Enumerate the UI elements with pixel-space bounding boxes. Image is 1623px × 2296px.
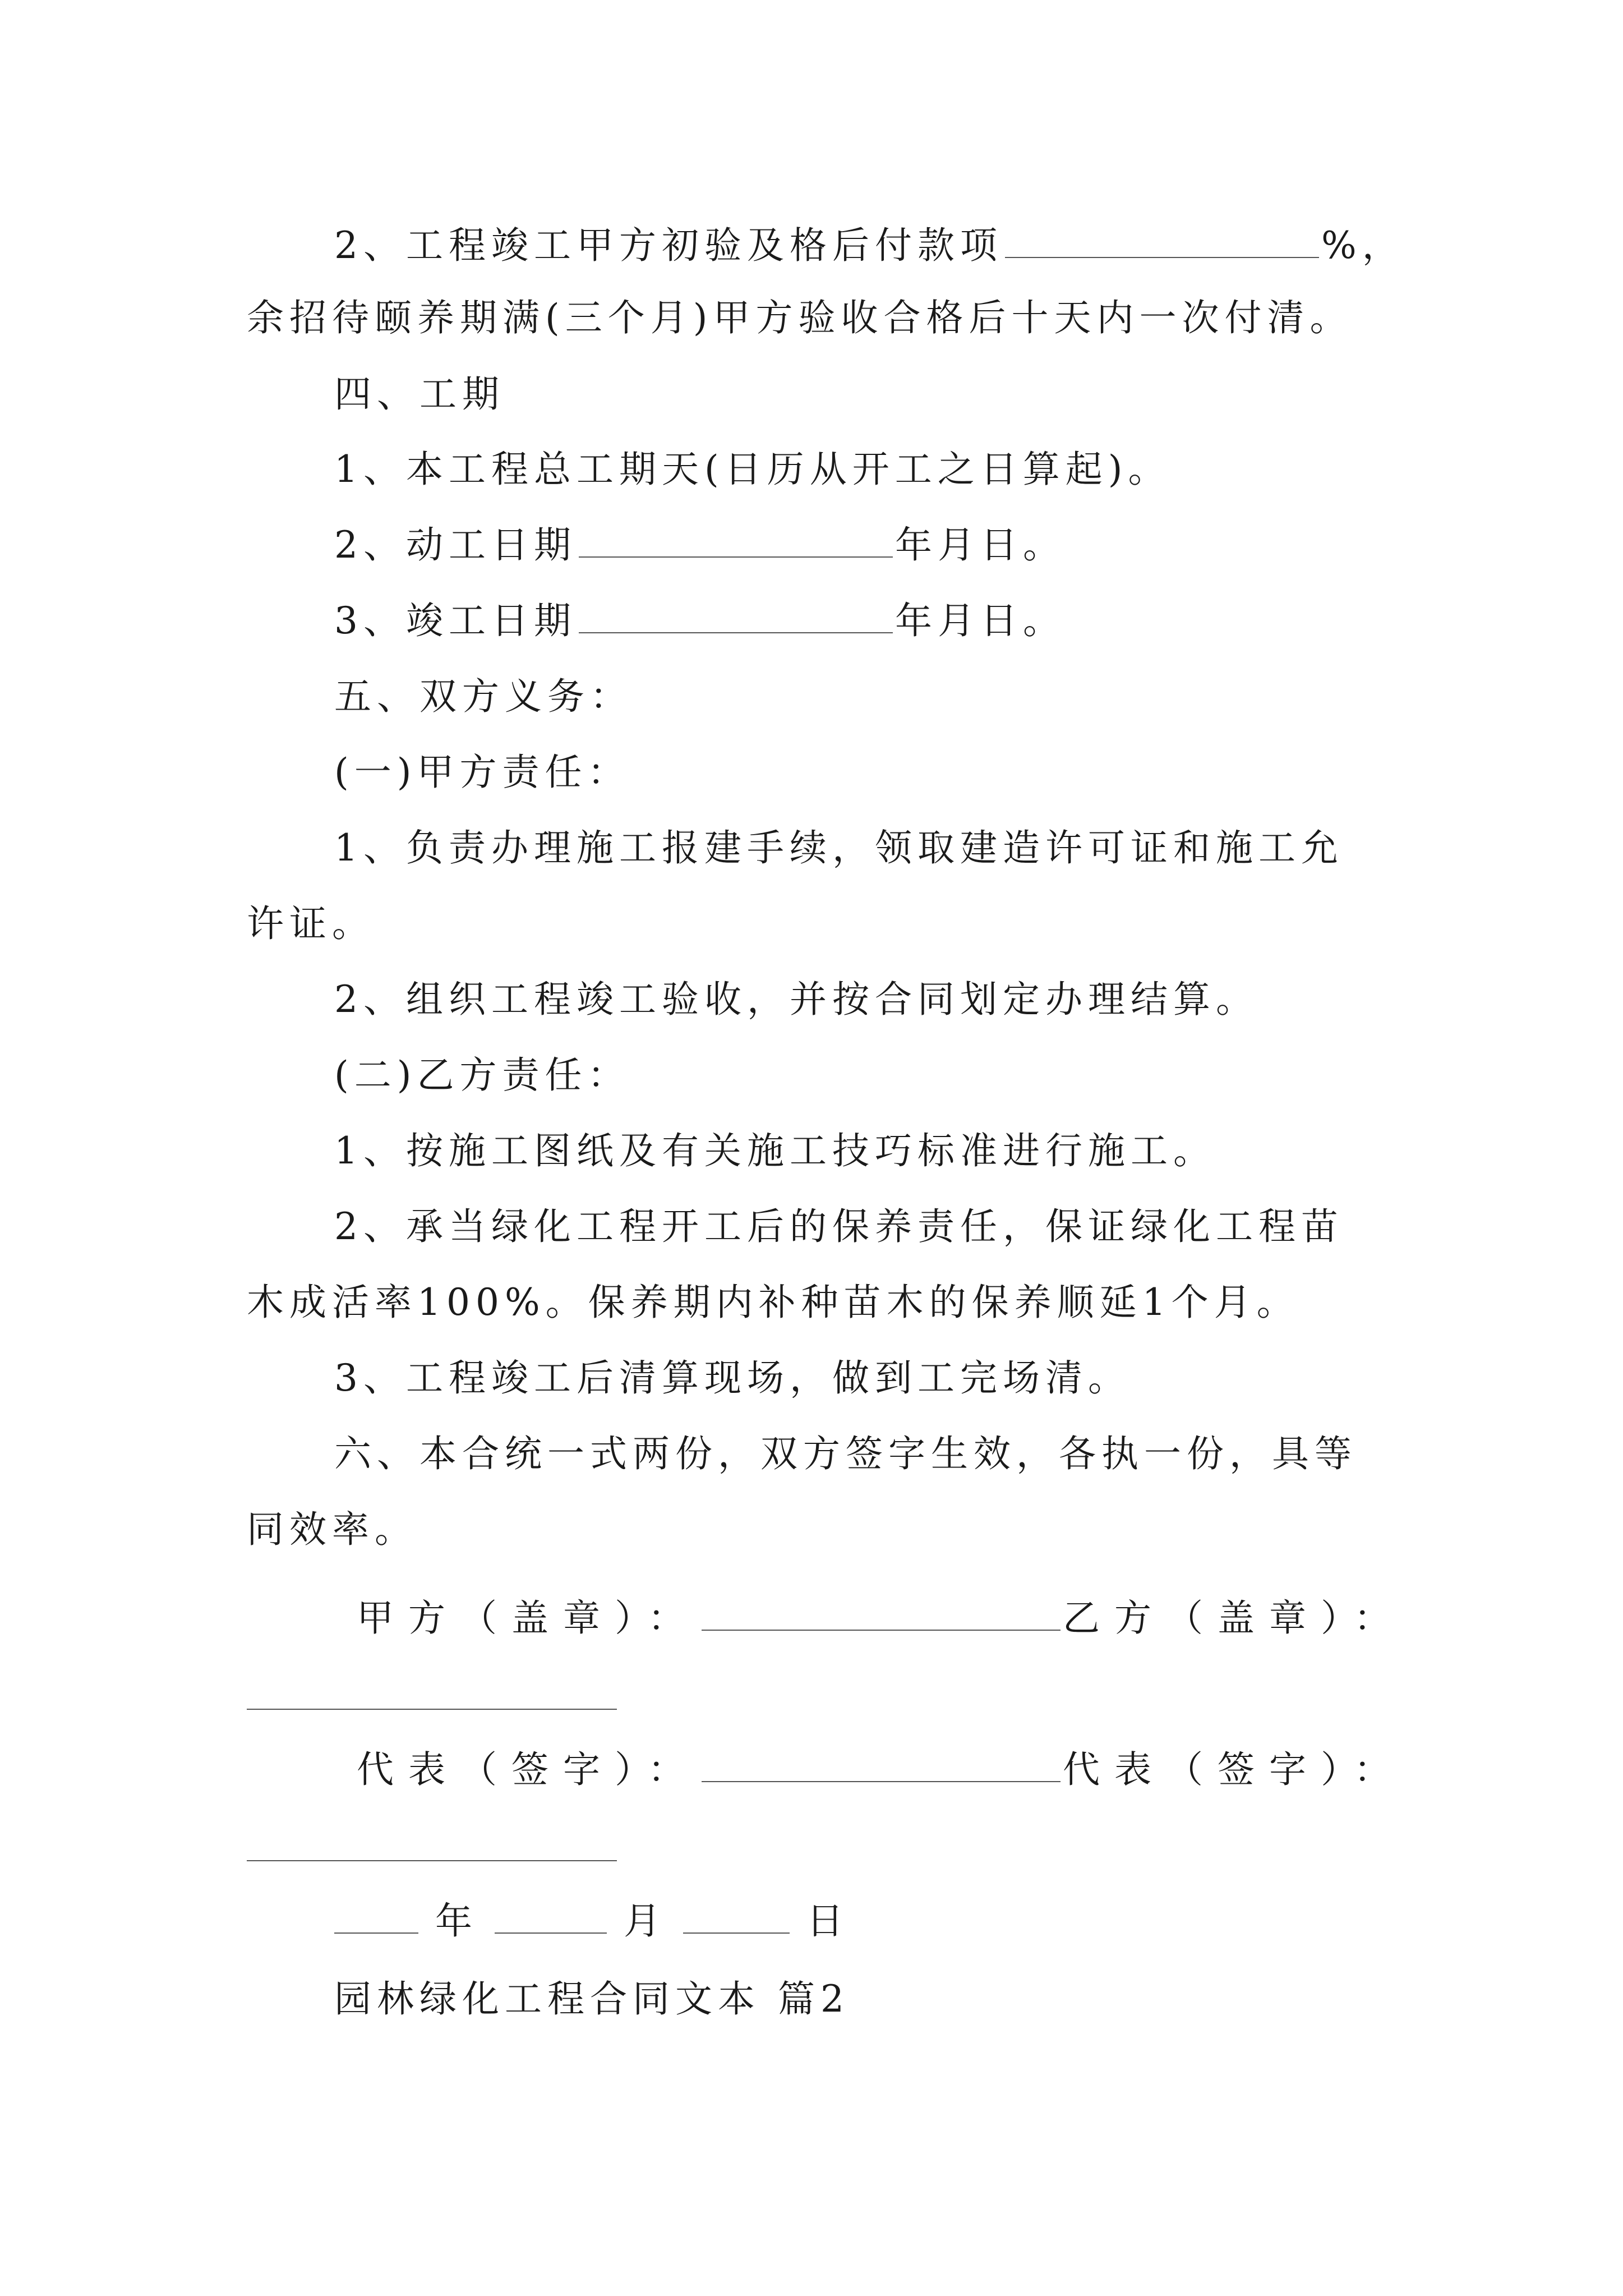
paragraph-payment-line1 (334, 223, 1405, 268)
completion-date-label: 3、竣工日期 (334, 599, 577, 642)
start-date-suffix: 年月日。 (895, 523, 1066, 567)
paragraph-payment-line2: 余招待颐养期满(三个月)甲方验收合格后十天内一次付清。 (247, 296, 1353, 339)
party-b-title: (二)乙方责任： (334, 1053, 630, 1097)
year-label: 年 (435, 1899, 478, 1943)
schedule-item-1: 1、本工程总工期天(日历从开工之日算起)。 (334, 448, 1171, 491)
party-a-title: (一)甲方责任： (334, 751, 630, 794)
party-a-seal-label: 甲方（盖章）： (357, 1596, 699, 1640)
section-6-line2: 同效率。 (247, 1508, 417, 1551)
party-a-item-1-line2: 许证。 (247, 902, 375, 945)
section-6-line1: 六、本合统一式两份，双方签字生效，各执一份，具等 (334, 1432, 1357, 1475)
signature-row-seal (357, 1596, 1405, 1641)
start-date-blank (579, 525, 893, 558)
schedule-item-3 (334, 599, 1066, 643)
rep-a-label: 代表（签字）： (357, 1748, 699, 1791)
completion-date-blank (579, 601, 893, 633)
signature-row-rep (357, 1747, 1405, 1792)
section-title-schedule: 四、工期 (334, 372, 505, 416)
payment-percent-blank (1005, 226, 1319, 258)
party-a-item-1-line1: 1、负责办理施工报建手续，领取建造许可证和施工允 (334, 826, 1344, 869)
party-b-seal-label: 乙方（盖章）： (1063, 1596, 1405, 1640)
day-label: 日 (806, 1899, 849, 1943)
month-blank (495, 1901, 607, 1934)
date-row (334, 1899, 849, 1944)
party-a-item-2: 2、组织工程竣工验收，并按合同划定办理结算。 (334, 978, 1258, 1021)
section-title-obligations: 五、双方义务： (334, 675, 633, 718)
rep-b-blank (247, 1860, 617, 1861)
party-b-item-2-line1: 2、承当绿化工程开工后的保养责任，保证绿化工程苗 (334, 1205, 1344, 1248)
party-b-item-2-line2: 木成活率100%。保养期内补种苗木的保养顺延1个月。 (247, 1281, 1299, 1324)
schedule-item-2 (334, 523, 1066, 568)
payment-text: 2、工程竣工甲方初验及格后付款项 (334, 224, 1003, 267)
percent-sign: %， (1321, 224, 1405, 267)
rep-a-blank (702, 1750, 1061, 1782)
party-b-item-1: 1、按施工图纸及有关施工技巧标准进行施工。 (334, 1129, 1216, 1172)
month-label: 月 (624, 1899, 666, 1943)
year-blank (334, 1901, 418, 1934)
completion-date-suffix: 年月日。 (895, 599, 1066, 642)
party-b-item-3: 3、工程竣工后清算现场，做到工完场清。 (334, 1356, 1131, 1400)
day-blank (683, 1901, 790, 1934)
rep-b-label: 代表（签字）： (1063, 1748, 1405, 1791)
party-a-seal-blank (702, 1598, 1061, 1631)
party-b-seal-blank (247, 1709, 617, 1710)
start-date-label: 2、动工日期 (334, 523, 577, 567)
next-section-heading: 园林绿化工程合同文本 篇2 (334, 1977, 850, 2021)
